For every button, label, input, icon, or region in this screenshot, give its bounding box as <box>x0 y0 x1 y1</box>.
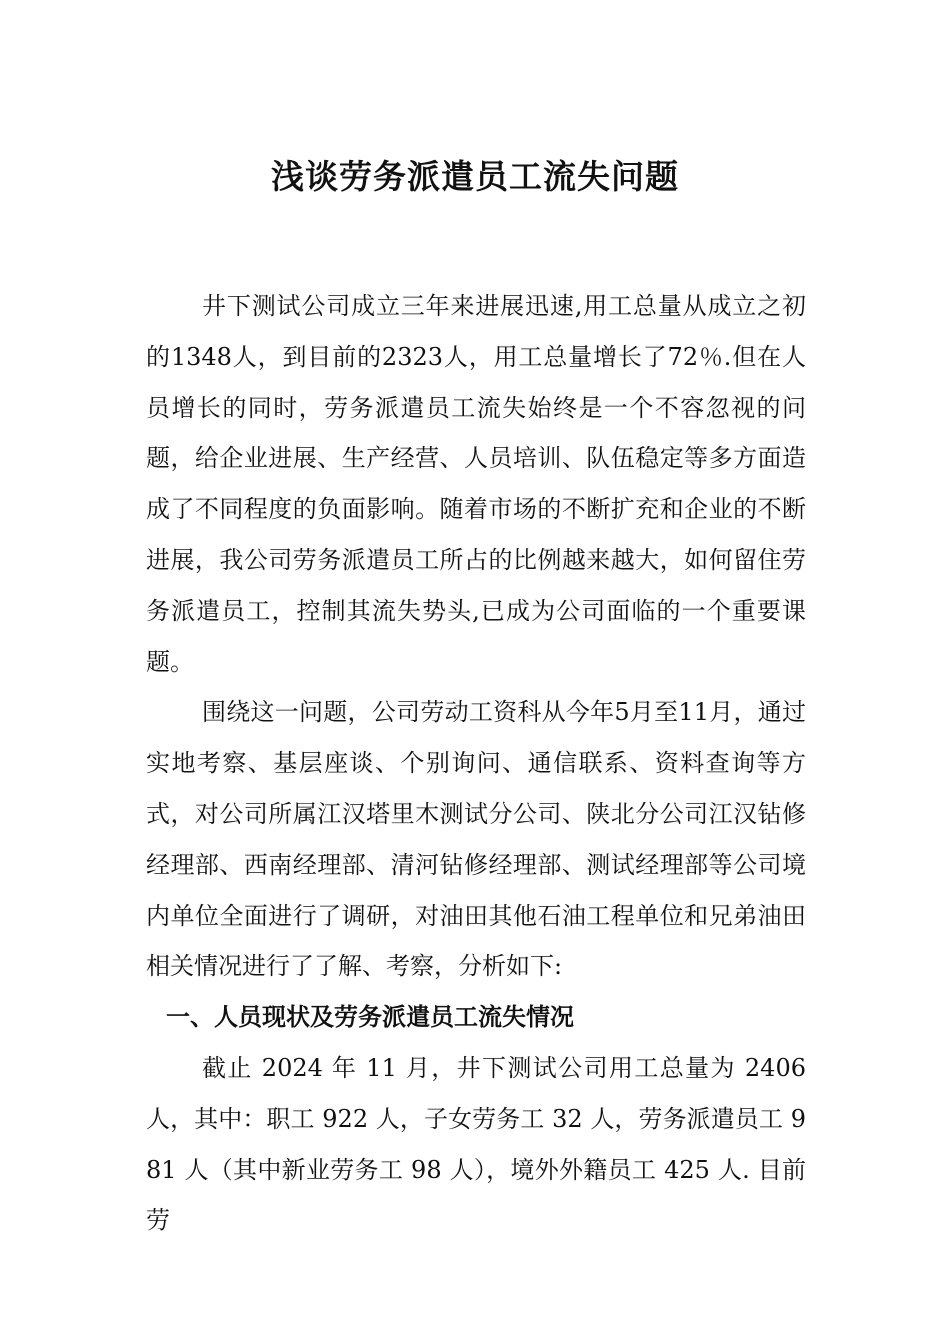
paragraph-survey: 围绕这一问题，公司劳动工资科从今年5月至11月，通过实地考察、基层座谈、个别询问、通信联系、资料查询等方式，对公司所属江汉塔里木测试分公司、陕北分公司江汉钻修经理部、西南经理部、清河钻修经理部、测试经理部等公司境内单位全面进行了调研，对油田其他石油工程单位和兄弟油田相关情况进行了了解、考察，分析如下: <box>146 698 806 981</box>
document-title: 浅谈劳务派遣员工流失问题 <box>271 157 679 196</box>
paragraph-intro: 井下测试公司成立三年来进展迅速,用工总量从成立之初的1348人，到目前的2323人，用工总量增长了72％.但在人员增长的同时，劳务派遣员工流失始终是一个不容忽视的问题，给企业进展、生产经营、人员培训、队伍稳定等多方面造成了不同程度的负面影响。随着市场的不断扩充和企业的不断进展，我公司劳务派遣员工所占的比例越来越大，如何留住劳务派遣员工，控制其流失势头,已成为公司面临的一个重要课题。 <box>146 292 806 676</box>
paragraph-section-one: 截止 2024 年 11 月，井下测试公司用工总量为 2406 人，其中：职工 922 人，子女劳务工 32 人，劳务派遣员工 981 人（其中新业劳务工 98 人），境外外籍员工 425 人. 目前劳 <box>146 1053 806 1235</box>
document-body <box>146 281 806 1246</box>
section-heading: 一、人员现状及劳务派遣员工流失情况 <box>166 1003 574 1032</box>
